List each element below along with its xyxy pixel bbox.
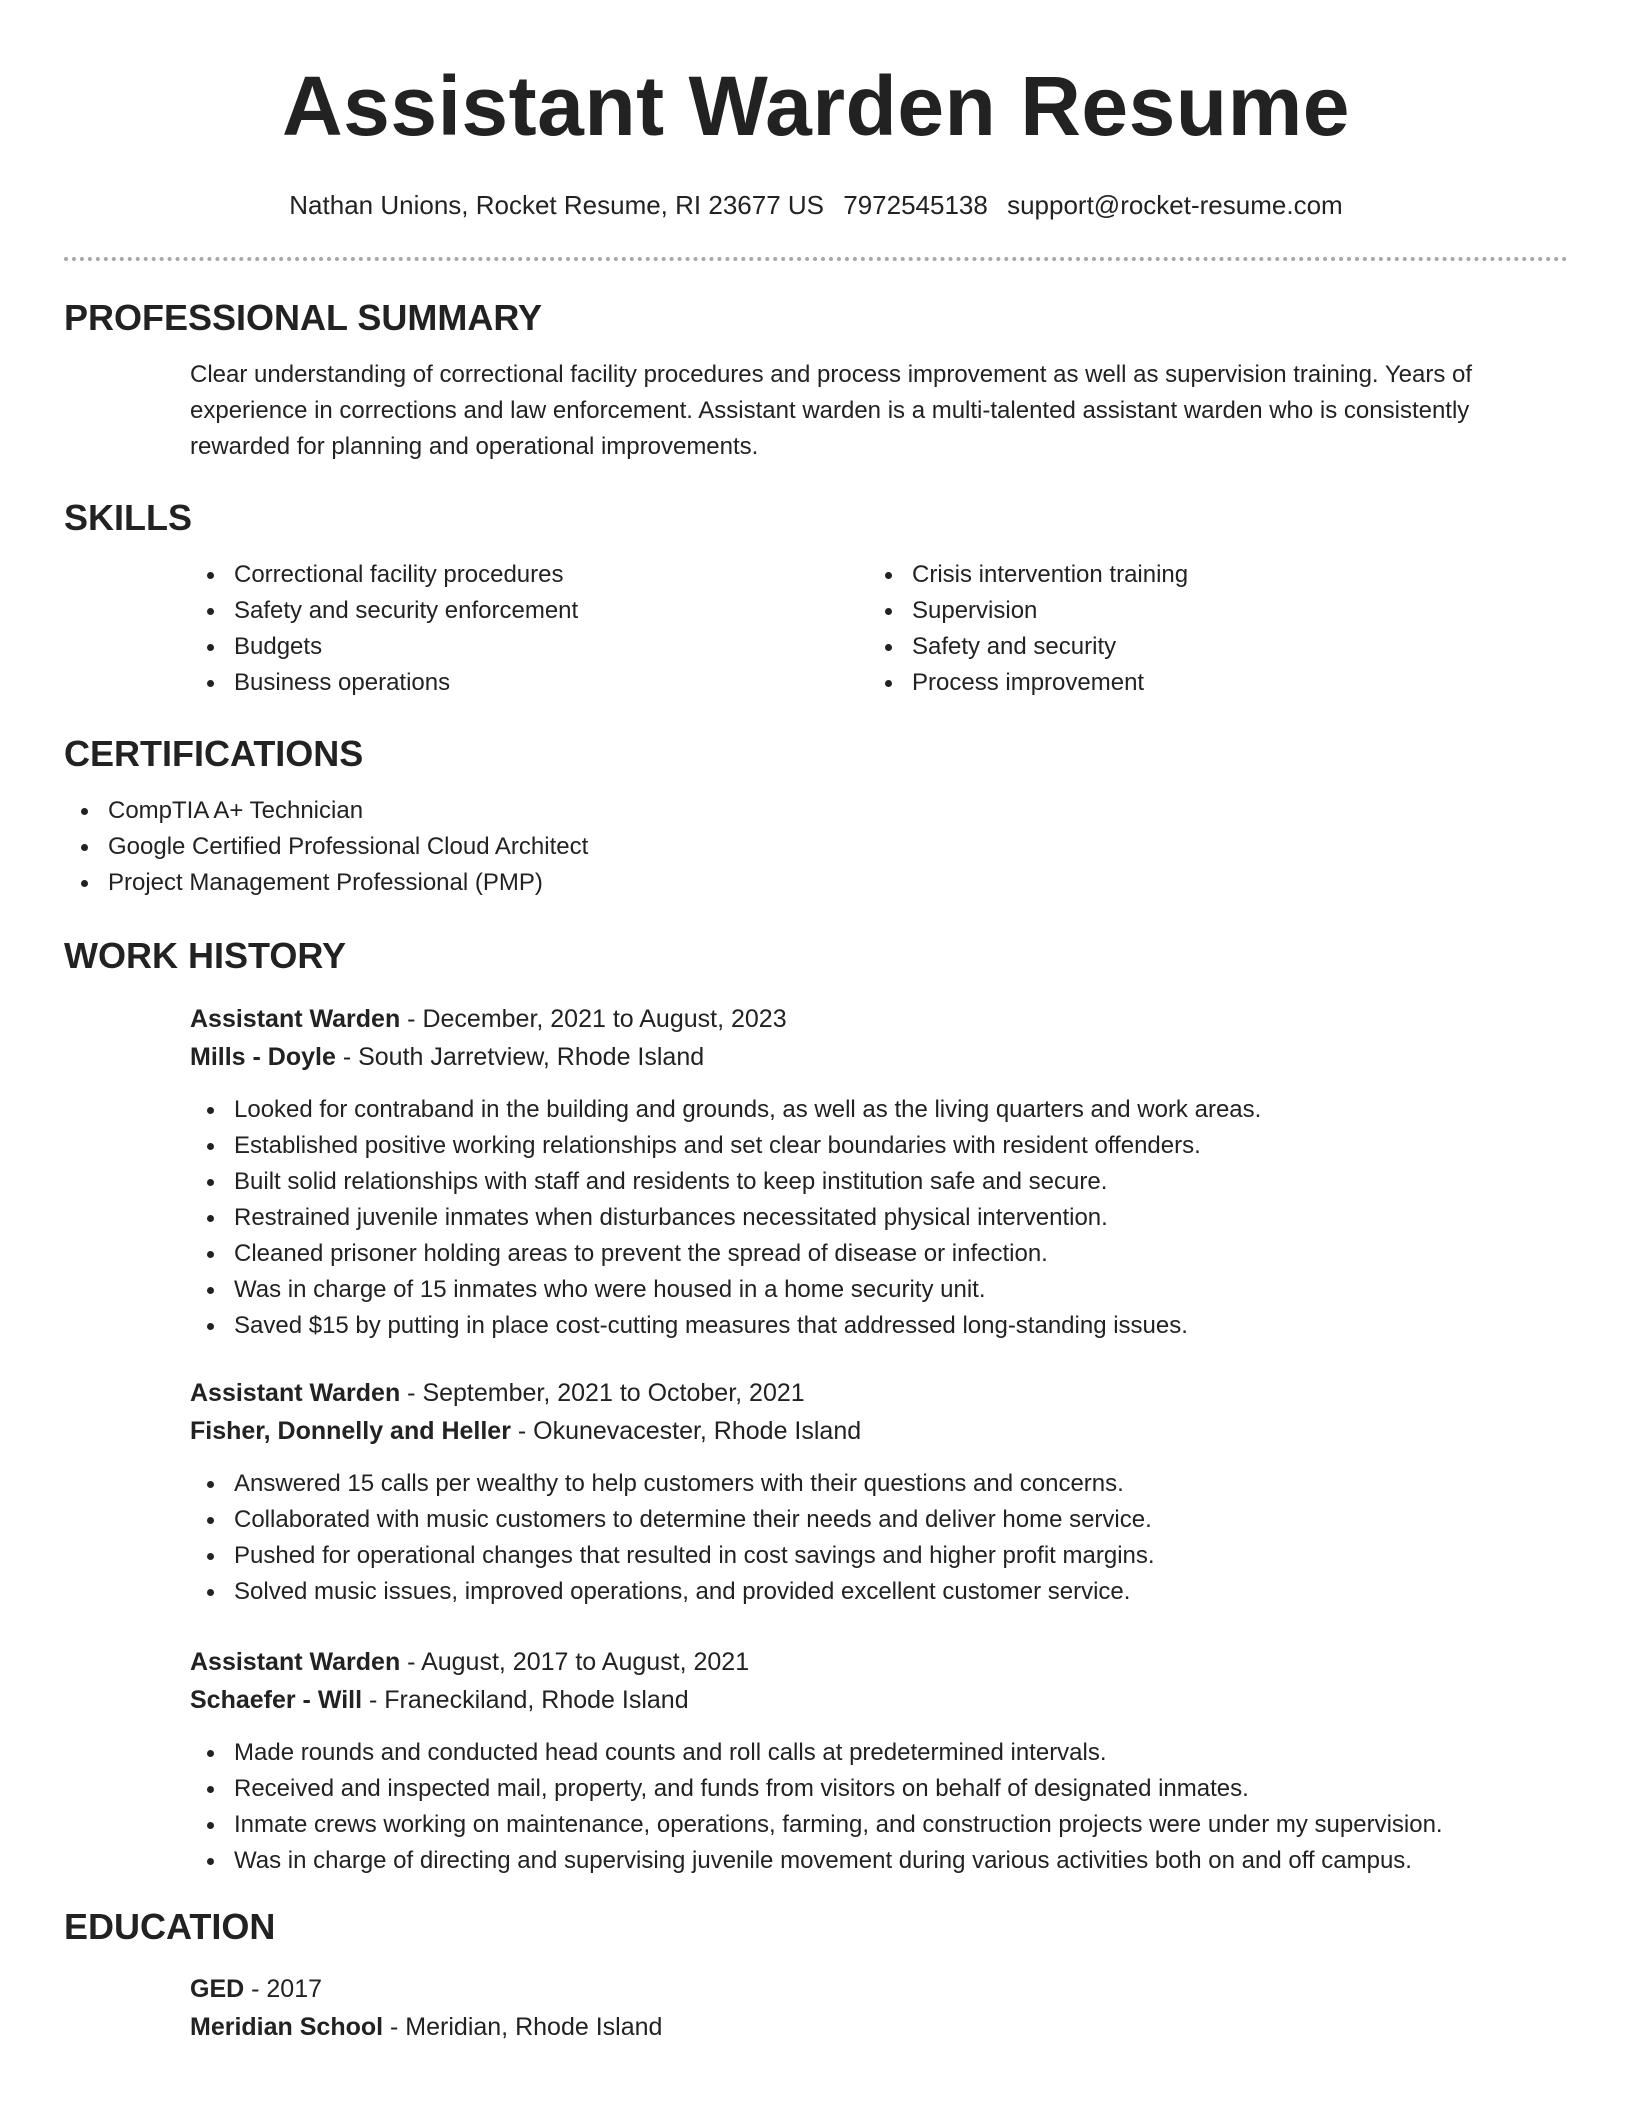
- header-divider: [64, 257, 1568, 261]
- job-bullets: [190, 1092, 1568, 1344]
- list-item: Was in charge of directing and supervising juvenile movement during various activities both on and off campus.: [190, 1843, 1568, 1879]
- job-entry: [190, 1000, 1568, 1344]
- education-degree-line: [190, 1970, 1568, 2008]
- job-company: Fisher, Donnelly and Heller: [190, 1417, 511, 1445]
- list-item: Safety and security enforcement: [190, 593, 868, 629]
- education-section: [64, 1905, 1568, 2046]
- work-history-section: [64, 934, 1568, 978]
- job-title: Assistant Warden: [190, 1379, 401, 1407]
- list-item: Saved $15 by putting in place cost-cutting measures that addressed long-standing issues.: [190, 1308, 1568, 1344]
- summary-section: [64, 296, 1568, 465]
- list-item: Was in charge of 15 inmates who were housed in a home security unit.: [190, 1272, 1568, 1308]
- list-item: Budgets: [190, 629, 868, 665]
- job-company: Schaefer - Will: [190, 1686, 363, 1714]
- list-item: Established positive working relationships and set clear boundaries with resident offenders.: [190, 1128, 1568, 1164]
- education-degree: GED: [190, 1975, 245, 2003]
- skills-list-left: [190, 557, 868, 701]
- summary-heading: PROFESSIONAL SUMMARY: [64, 297, 543, 338]
- contact-email: support@rocket-resume.com: [1007, 190, 1343, 220]
- education-heading: EDUCATION: [64, 1906, 276, 1947]
- job-dates: - August, 2017 to August, 2021: [400, 1648, 750, 1676]
- list-item: Collaborated with music customers to determine their needs and deliver home service.: [190, 1502, 1568, 1538]
- job-location: - Okunevacester, Rhode Island: [510, 1417, 862, 1445]
- job-title-line: [190, 1374, 1568, 1412]
- list-item: Cleaned prisoner holding areas to prevent the spread of disease or infection.: [190, 1236, 1568, 1272]
- skills-section: [64, 496, 1568, 701]
- list-item: Received and inspected mail, property, and funds from visitors on behalf of designated inmates.: [190, 1771, 1568, 1807]
- education-school: Meridian School: [190, 2013, 384, 2041]
- job-company-line: [190, 1038, 1568, 1076]
- list-item: Safety and security: [868, 629, 1546, 665]
- list-item: Google Certified Professional Cloud Architect: [64, 829, 1568, 865]
- education-entry: [190, 1970, 1568, 2046]
- education-year: - 2017: [244, 1975, 323, 2003]
- job-dates: - September, 2021 to October, 2021: [400, 1379, 805, 1407]
- job-location: - Franeckiland, Rhode Island: [362, 1686, 689, 1714]
- list-item: Crisis intervention training: [868, 557, 1546, 593]
- list-item: Restrained juvenile inmates when disturbances necessitated physical intervention.: [190, 1200, 1568, 1236]
- job-company-line: [190, 1412, 1568, 1450]
- job-title-line: [190, 1643, 1568, 1681]
- skills-columns: [190, 557, 1568, 701]
- list-item: Looked for contraband in the building and grounds, as well as the living quarters and work areas.: [190, 1092, 1568, 1128]
- education-location: - Meridian, Rhode Island: [383, 2013, 663, 2041]
- certifications-section: [64, 732, 1568, 901]
- job-entry: [190, 1643, 1568, 1879]
- job-title: Assistant Warden: [190, 1005, 401, 1033]
- list-item: Answered 15 calls per wealthy to help customers with their questions and concerns.: [190, 1466, 1568, 1502]
- job-bullets: [190, 1735, 1568, 1879]
- list-item: Built solid relationships with staff and residents to keep institution safe and secure.: [190, 1164, 1568, 1200]
- work-history-heading: WORK HISTORY: [64, 935, 347, 976]
- list-item: Process improvement: [868, 665, 1546, 701]
- education-school-line: [190, 2008, 1568, 2046]
- job-company: Mills - Doyle: [190, 1043, 336, 1071]
- job-company-line: [190, 1681, 1568, 1719]
- list-item: Supervision: [868, 593, 1546, 629]
- summary-text: Clear understanding of correctional facility procedures and process improvement as well as supervision training. Years of experience in corrections and law enforcement. Assistant warden is a multi-talented assistant warden who is consistently rewarded for planning and operational improvements.: [190, 361, 1472, 460]
- list-item: Project Management Professional (PMP): [64, 865, 1568, 901]
- list-item: Business operations: [190, 665, 868, 701]
- resume-title: Assistant Warden Resume: [281, 59, 1351, 153]
- contact-phone: 7972545138: [843, 190, 988, 220]
- list-item: CompTIA A+ Technician: [64, 793, 1568, 829]
- skills-list-right: [868, 557, 1546, 701]
- job-location: - South Jarretview, Rhode Island: [335, 1043, 705, 1071]
- list-item: Pushed for operational changes that resulted in cost savings and higher profit margins.: [190, 1538, 1568, 1574]
- list-item: Made rounds and conducted head counts and roll calls at predetermined intervals.: [190, 1735, 1568, 1771]
- list-item: Correctional facility procedures: [190, 557, 868, 593]
- contact-line: [64, 188, 1568, 222]
- certifications-heading: CERTIFICATIONS: [64, 733, 364, 774]
- list-item: Inmate crews working on maintenance, operations, farming, and construction projects were under my supervision.: [190, 1807, 1568, 1843]
- contact-address: Nathan Unions, Rocket Resume, RI 23677 US: [289, 190, 824, 220]
- job-title: Assistant Warden: [190, 1648, 401, 1676]
- job-dates: - December, 2021 to August, 2023: [400, 1005, 787, 1033]
- resume-page: [64, 0, 1568, 2041]
- job-bullets: [190, 1466, 1568, 1610]
- list-item: Solved music issues, improved operations, and provided excellent customer service.: [190, 1574, 1568, 1610]
- job-entry: [190, 1374, 1568, 1610]
- skills-heading: SKILLS: [64, 497, 193, 538]
- job-title-line: [190, 1000, 1568, 1038]
- certifications-list: [64, 793, 1568, 901]
